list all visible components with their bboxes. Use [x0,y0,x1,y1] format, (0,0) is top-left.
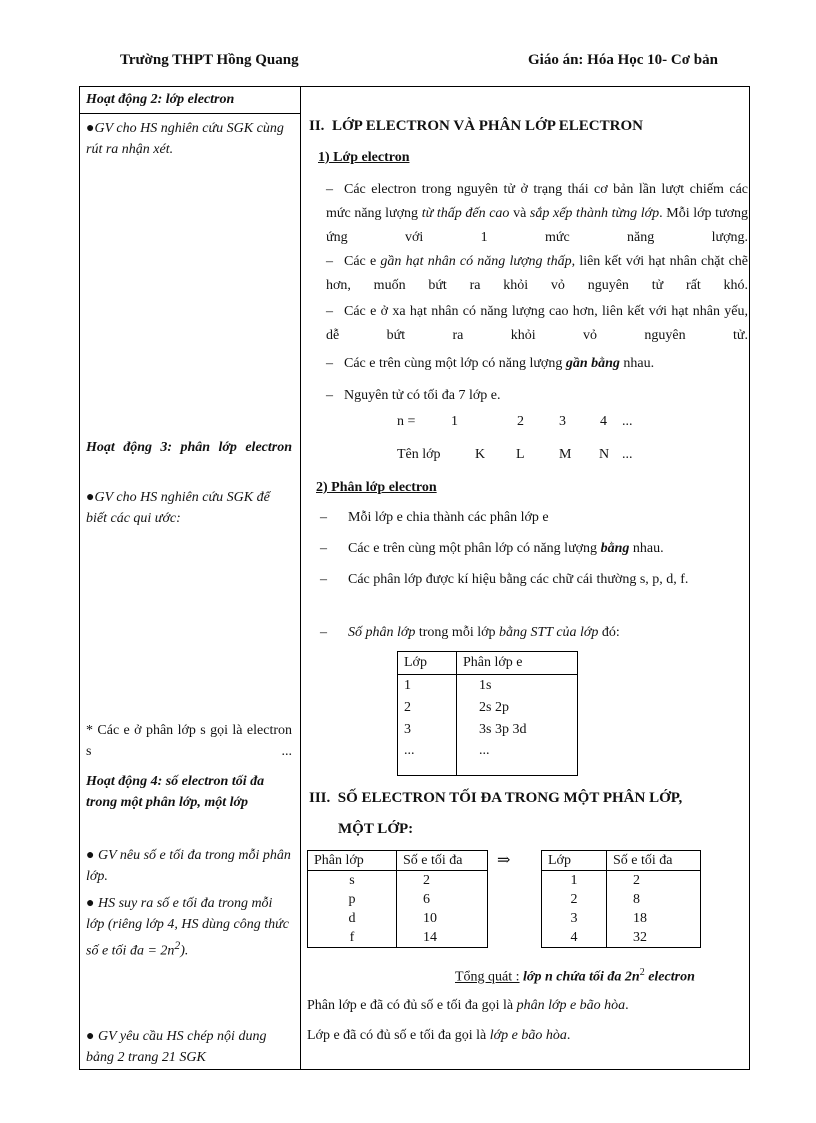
table-cell: 1 [542,871,607,891]
implies-arrow: ⇒ [497,852,511,869]
shell-name-label: Tên lớp [397,447,441,462]
shell-name: L [516,447,525,462]
activity-4-bullet-2: ● HS suy ra số e tối đa trong mỗi lớp (riêng lớp 4, HS dùng công thức số e tối đa = $2n^2$). [86,896,289,959]
table-cell: p [308,890,397,909]
q1: Mỗi lớp e chia thành các phân lớp e [348,510,549,525]
activity-3-title: Hoạt động 3: phân lớp electron [86,440,292,455]
p1-a: Các electron trong nguyên tử ở trạng thái cơ bản lần lượt chiếm các mức năng lượng [326,182,748,221]
p1-e: . Mỗi lớp tương ứng với 1 mức năng lượng. [326,206,749,245]
sat2-b: lớp e bão hòa [489,1028,567,1043]
para-same-shell: – Các e trên cùng một lớp có năng lượng gần bằng nhau. [326,356,655,371]
shell-name: N [599,447,610,462]
q2-c: nhau. [629,541,664,556]
sat1-c: . [625,998,629,1013]
max-e-shell-table [541,850,701,948]
table-cell: 18 [633,911,647,926]
n-value: 2 [517,414,524,429]
p2-b: gần hạt nhân có năng lượng thấp [380,254,572,269]
para-subshell-split: – Mỗi lớp e chia thành các phân lớp e [320,510,549,525]
table-cell: 3s 3p 3d [479,721,527,737]
activity-4-text-1: GV nêu số e tối đa trong mỗi phân lớp. [86,848,291,884]
table-cell: 1s [479,678,492,694]
general-sup: 2 [639,967,645,978]
q4-b: trong mỗi lớp [415,625,499,640]
p2-a: Các e [344,254,381,269]
note-electron-s: * Các e ở phân lớp s gọi là electron s ... [86,723,292,759]
table-cell-empty [398,762,457,776]
n-value: 3 [559,414,566,429]
table-cell: d [308,909,397,928]
q4-c: bằng STT của lớp [499,625,599,640]
subshell-table [397,651,578,776]
p1-d: sắp xếp thành từng lớp [529,206,660,221]
activity-4-bullet-3: ● GV yêu cầu HS chép nội dung bảng 2 trang 21 SGK [86,1029,267,1065]
max-e-subshell-table [307,850,488,948]
n-value: ... [622,414,633,429]
general-text: lớp n chứa tối đa 2n [519,969,640,985]
saturated-shell [307,1028,570,1044]
table-cell-empty [457,762,578,776]
p4-b: gần bằng [565,356,620,371]
para-electron-order: – Các electron trong nguyên tử ở trạng thái cơ bản lần lượt chiếm các mức năng lượng từ thấp đến cao và sắp xếp thành từng lớp. Mỗi lớp tương ứng với 1 mức năng lượng. [326,182,749,245]
general-formula [455,967,695,986]
subsection-2-text: 2) Phân lớp electron [316,480,437,495]
table-header: Số e tối đa [613,853,673,868]
general-end: electron [644,969,695,985]
activity-4-bullet-1: ● GV nêu số e tối đa trong mỗi phân lớp. [86,848,291,884]
table-header: Lớp [542,851,607,871]
table-cell: 6 [423,892,430,907]
para-subshell-symbols: – Các phân lớp được kí hiệu bằng các chữ cái thường s, p, d, f. [320,572,689,587]
sat1-b: phân lớp e bão hòa [516,998,626,1013]
sat2-c: . [566,1028,571,1043]
shell-name: ... [622,447,633,462]
table-cell: 8 [633,892,640,907]
q4-a: Số phân lớp [348,625,416,640]
table-cell: 2 [398,697,457,719]
table-cell: 10 [423,911,437,926]
table-header: Lớp [398,652,457,675]
n-value: 1 [451,414,458,429]
section-3-title-2: MỘT LỚP: [338,821,414,837]
table-cell: f [308,928,397,948]
shell-name: M [559,447,572,462]
table-cell: 4 [542,928,607,948]
activity-2-text: GV cho HS nghiên cứu SGK cùng rút ra nhận xét. [86,121,284,157]
general-label: Tổng quát : [455,969,520,985]
sat2-a: Lớp e đã có đủ số e tối đa gọi là [307,1028,490,1043]
section-3-number: III. [309,790,331,806]
table-header: Phân lớp e [463,655,523,671]
subsection-1-title: 1) Lớp electron [318,150,410,165]
para-far-nucleus: – Các e ở xa hạt nhân có năng lượng cao hơn, liên kết với hạt nhân yếu, dễ bứt ra khỏi vỏ nguyên tử. [326,304,748,343]
table-cell: 2 [423,873,430,888]
activity-3-text: GV cho HS nghiên cứu SGK để biết các qui ước: [86,490,270,526]
p2-c: , liên kết với hạt nhân chặt chẽ hơn, muốn bứt ra khỏi vỏ nguyên tử rất khó. [326,254,748,293]
para-subshell-energy: – Các e trên cùng một phân lớp có năng lượng bằng nhau. [320,541,664,556]
q4-d: đó: [598,625,620,640]
activity-4-text-2: HS suy ra số e tối đa trong mỗi lớp (riêng lớp 4, HS dùng công thức số e tối đa = 2n [86,896,289,959]
table-cell: s [308,871,397,891]
section-3-title: SỐ ELECTRON TỐI ĐA TRONG MỘT PHÂN LỚP, [337,790,683,806]
section-2-heading [309,118,643,135]
p1-c: và [509,206,530,221]
header-subject: Giáo án: Hóa Học 10- Cơ bản [528,52,718,68]
activity-4-title: Hoạt động 4: số electron tối đa trong một phân lớp, một lớp [86,774,265,810]
q2-a: Các e trên cùng một phân lớp có năng lượng [348,541,601,556]
section-3-heading [309,790,682,807]
table-cell: 2 [633,873,640,888]
p4-a: Các e trên cùng một lớp có năng lượng [344,356,566,371]
shell-name: K [475,447,486,462]
p4-c: nhau. [619,356,655,371]
table-cell: 32 [633,930,647,945]
subsection-2-title [316,480,437,496]
para-subshell-count: – Số phân lớp trong mỗi lớp bằng STT của lớp đó: [320,625,620,640]
left-header-rule [79,113,300,114]
activity-4-text-3: GV yêu cầu HS chép nội dung bảng 2 trang 21 SGK [86,1029,267,1065]
activity-4-text-2-end: ). [180,943,189,959]
table-cell: 1 [398,674,457,696]
saturated-subshell [307,998,629,1014]
para-max-shells: – Nguyên tử có tối đa 7 lớp e. [326,388,501,403]
table-header: Số e tối đa [403,853,463,868]
table-cell: ... [398,740,457,762]
table-cell: 14 [423,930,437,945]
n-value: 4 [600,414,607,429]
table-cell: 2 [542,890,607,909]
header-school: Trường THPT Hồng Quang [120,52,299,68]
q2-b: bằng [600,541,630,556]
p5: Nguyên tử có tối đa 7 lớp e. [344,388,501,403]
table-header: Phân lớp [308,851,397,871]
table-cell: 2s 2p [479,699,509,715]
section-2-title: LỚP ELECTRON VÀ PHÂN LỚP ELECTRON [331,118,643,134]
sat1-a: Phân lớp e đã có đủ số e tối đa gọi là [307,998,517,1013]
table-cell: 3 [542,909,607,928]
activity-4-sup: 2 [174,939,181,952]
activity-2-title: Hoạt động 2: lớp electron [86,92,235,107]
para-near-nucleus: – Các e gần hạt nhân có năng lượng thấp, liên kết với hạt nhân chặt chẽ hơn, muốn bứt ra khỏi vỏ nguyên tử rất khó. [326,254,748,293]
table-cell: 3 [398,718,457,740]
q3: Các phân lớp được kí hiệu bằng các chữ cái thường s, p, d, f. [348,572,689,587]
column-divider [300,86,301,1070]
activity-3-bullet: ●GV cho HS nghiên cứu SGK để biết các qui ước: [86,490,270,526]
p1-b: từ thấp đến cao [421,206,510,221]
section-2-number: II. [309,118,325,134]
n-label: n = [397,414,416,429]
activity-2-bullet: ●GV cho HS nghiên cứu SGK cùng rút ra nhận xét. [86,121,284,157]
p3: Các e ở xa hạt nhân có năng lượng cao hơn, liên kết với hạt nhân yếu, dễ bứt ra khỏi vỏ nguyên tử. [326,304,748,343]
table-cell: ... [479,743,490,759]
